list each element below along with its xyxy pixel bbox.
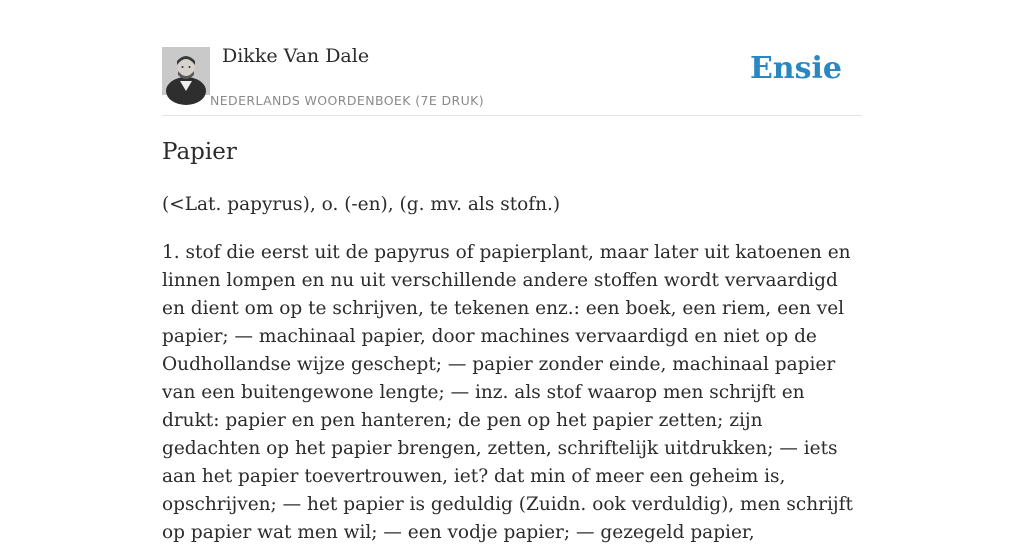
source-title[interactable]: Dikke Van Dale bbox=[222, 45, 370, 67]
entry-title: Papier bbox=[162, 139, 237, 165]
entry-etymology: (<Lat. papyrus), o. (-en), (g. mv. als stofn.) bbox=[162, 194, 561, 215]
entry-definition: 1. stof die eerst uit de papyrus of papierplant, maar later uit katoenen en linnen lompen en nu uit verschillende andere stoffen wordt vervaardigd en dient om op te schrijven, te tekenen enz.: een boek, een riem, een vel papier; — machinaal papier, door machines vervaardigd en niet op de Oudhollandse wijze geschept; — papier zonder einde, machinaal papier van een buitengewone lengte; — inz. als stof waarop men schrijft en drukt: papier en pen hanteren; de pen op het papier zetten; zijn gedachten op het papier brengen, zetten, schriftelijk uitdrukken; — iets aan het papier toevertrouwen, iet? dat min of meer een geheim is, opschrijven; — het papier is geduldig (Zuidn. ook verduldig), men schrijft op papier wat men wil; — een vodje papier; — gezegeld papier, bbox=[162, 242, 853, 543]
source-header bbox=[162, 0, 862, 116]
content-column bbox=[162, 0, 862, 543]
brand-logo[interactable]: Ensie bbox=[749, 51, 842, 86]
source-subtitle: NEDERLANDS WOORDENBOEK (7E DRUK) bbox=[210, 93, 485, 108]
source-avatar[interactable] bbox=[162, 47, 210, 95]
portrait-image bbox=[162, 47, 210, 95]
